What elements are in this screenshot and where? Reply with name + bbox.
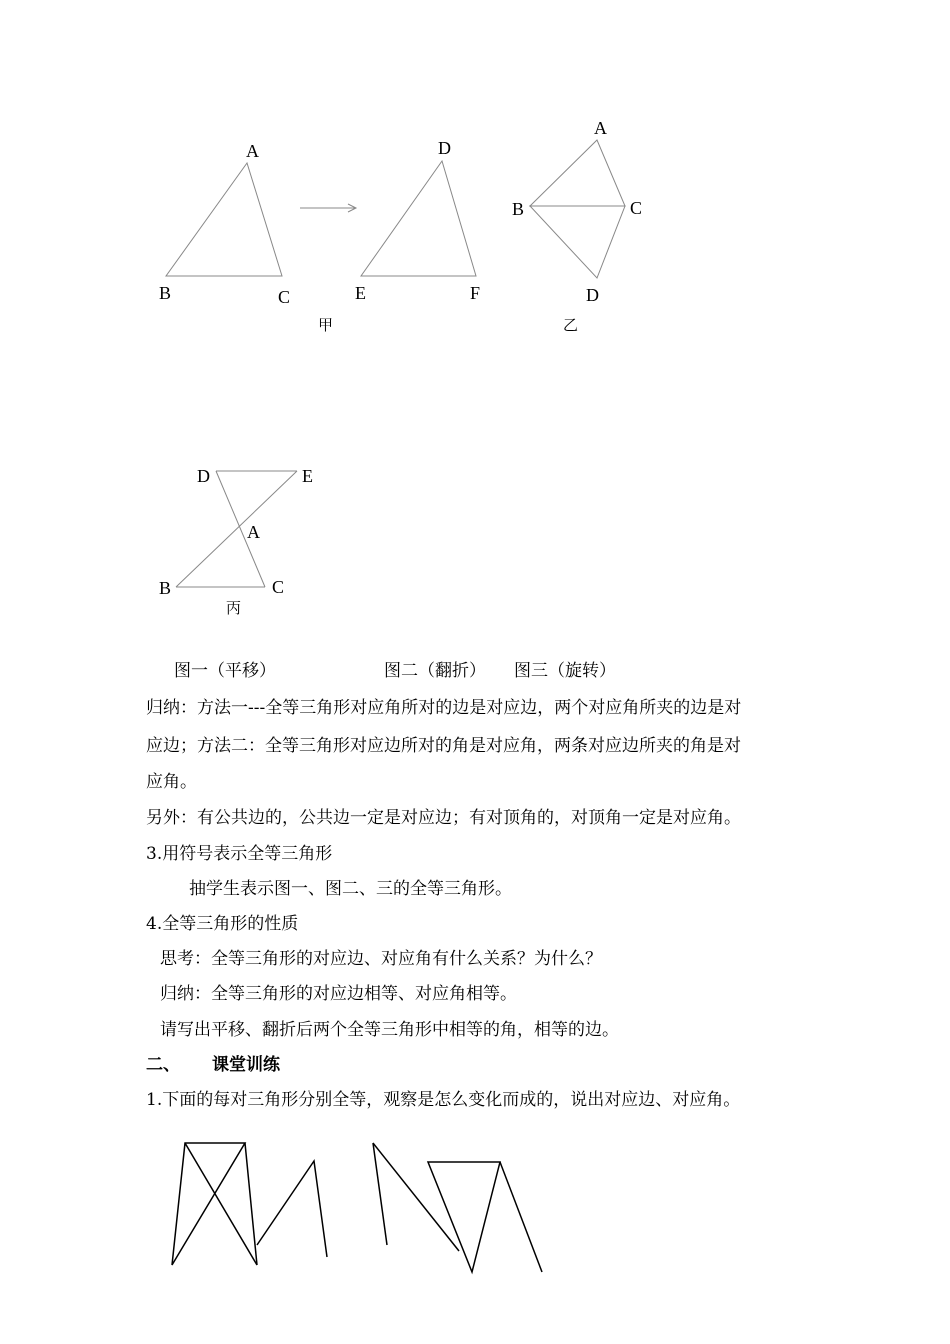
also-note: 另外：有公共边的，公共边一定是对应边；有对顶角的，对顶角一定是对应角。 bbox=[146, 808, 741, 828]
label-jia-f: F bbox=[470, 283, 481, 303]
caption-fig1: 图一（平移） bbox=[174, 661, 276, 681]
exercise-figure-1 bbox=[172, 1143, 257, 1265]
translate-arrow bbox=[300, 204, 356, 212]
label-bing-b: B bbox=[159, 578, 172, 598]
label-yi-d: D bbox=[586, 285, 599, 305]
label-bing-e: E bbox=[302, 466, 313, 486]
caption-fig3: 图三（旋转） bbox=[514, 661, 616, 681]
exercise-figure-2 bbox=[257, 1161, 327, 1257]
item-3-heading: 3.用符号表示全等三角形 bbox=[146, 844, 333, 864]
exercise-1: 1.下面的每对三角形分别全等，观察是怎么变化而成的，说出对应边、对应角。 bbox=[146, 1090, 741, 1110]
label-jia-d: D bbox=[438, 138, 451, 158]
caption-bing: 丙 bbox=[226, 599, 242, 617]
exercise-figure-4 bbox=[428, 1162, 542, 1272]
item-3-detail: 抽学生表示图一、图二、三的全等三角形。 bbox=[189, 879, 512, 899]
item-4-heading: 4.全等三角形的性质 bbox=[146, 914, 299, 934]
summary-line-3: 应角。 bbox=[146, 772, 197, 792]
label-yi-b: B bbox=[512, 199, 525, 219]
caption-jia: 甲 bbox=[318, 316, 334, 334]
label-bing-d: D bbox=[197, 466, 210, 486]
label-bing-c: C bbox=[272, 577, 285, 597]
summary-line-2: 应边；方法二：全等三角形对应边所对的角是对应角，两条对应边所夹的角是对 bbox=[146, 736, 741, 756]
caption-yi: 乙 bbox=[563, 316, 579, 334]
triangle-def-jia bbox=[361, 161, 476, 276]
request: 请写出平移、翻折后两个全等三角形中相等的角，相等的边。 bbox=[160, 1020, 619, 1040]
label-jia-c: C bbox=[278, 287, 291, 307]
label-jia-a: A bbox=[246, 141, 259, 161]
triangle-abc-jia bbox=[166, 163, 282, 276]
think-question: 思考：全等三角形的对应边、对应角有什么关系？为什么？ bbox=[160, 949, 602, 969]
caption-fig2: 图二（翻折） bbox=[384, 661, 486, 681]
kite-abcd-yi bbox=[530, 140, 625, 278]
section-2-title: 课堂训练 bbox=[212, 1055, 280, 1075]
exercise-figure-3 bbox=[373, 1143, 459, 1251]
label-yi-a: A bbox=[594, 118, 607, 138]
conclusion: 归纳：全等三角形的对应边相等、对应角相等。 bbox=[160, 984, 517, 1004]
label-jia-e: E bbox=[355, 283, 366, 303]
section-2-number: 二、 bbox=[146, 1055, 180, 1075]
label-jia-b: B bbox=[159, 283, 172, 303]
summary-line-1: 归纳：方法一---全等三角形对应角所对的边是对应边，两个对应角所夹的边是对 bbox=[146, 698, 742, 718]
bowtie-figure-bing bbox=[176, 471, 297, 587]
label-bing-a: A bbox=[247, 522, 260, 542]
label-yi-c: C bbox=[630, 198, 643, 218]
